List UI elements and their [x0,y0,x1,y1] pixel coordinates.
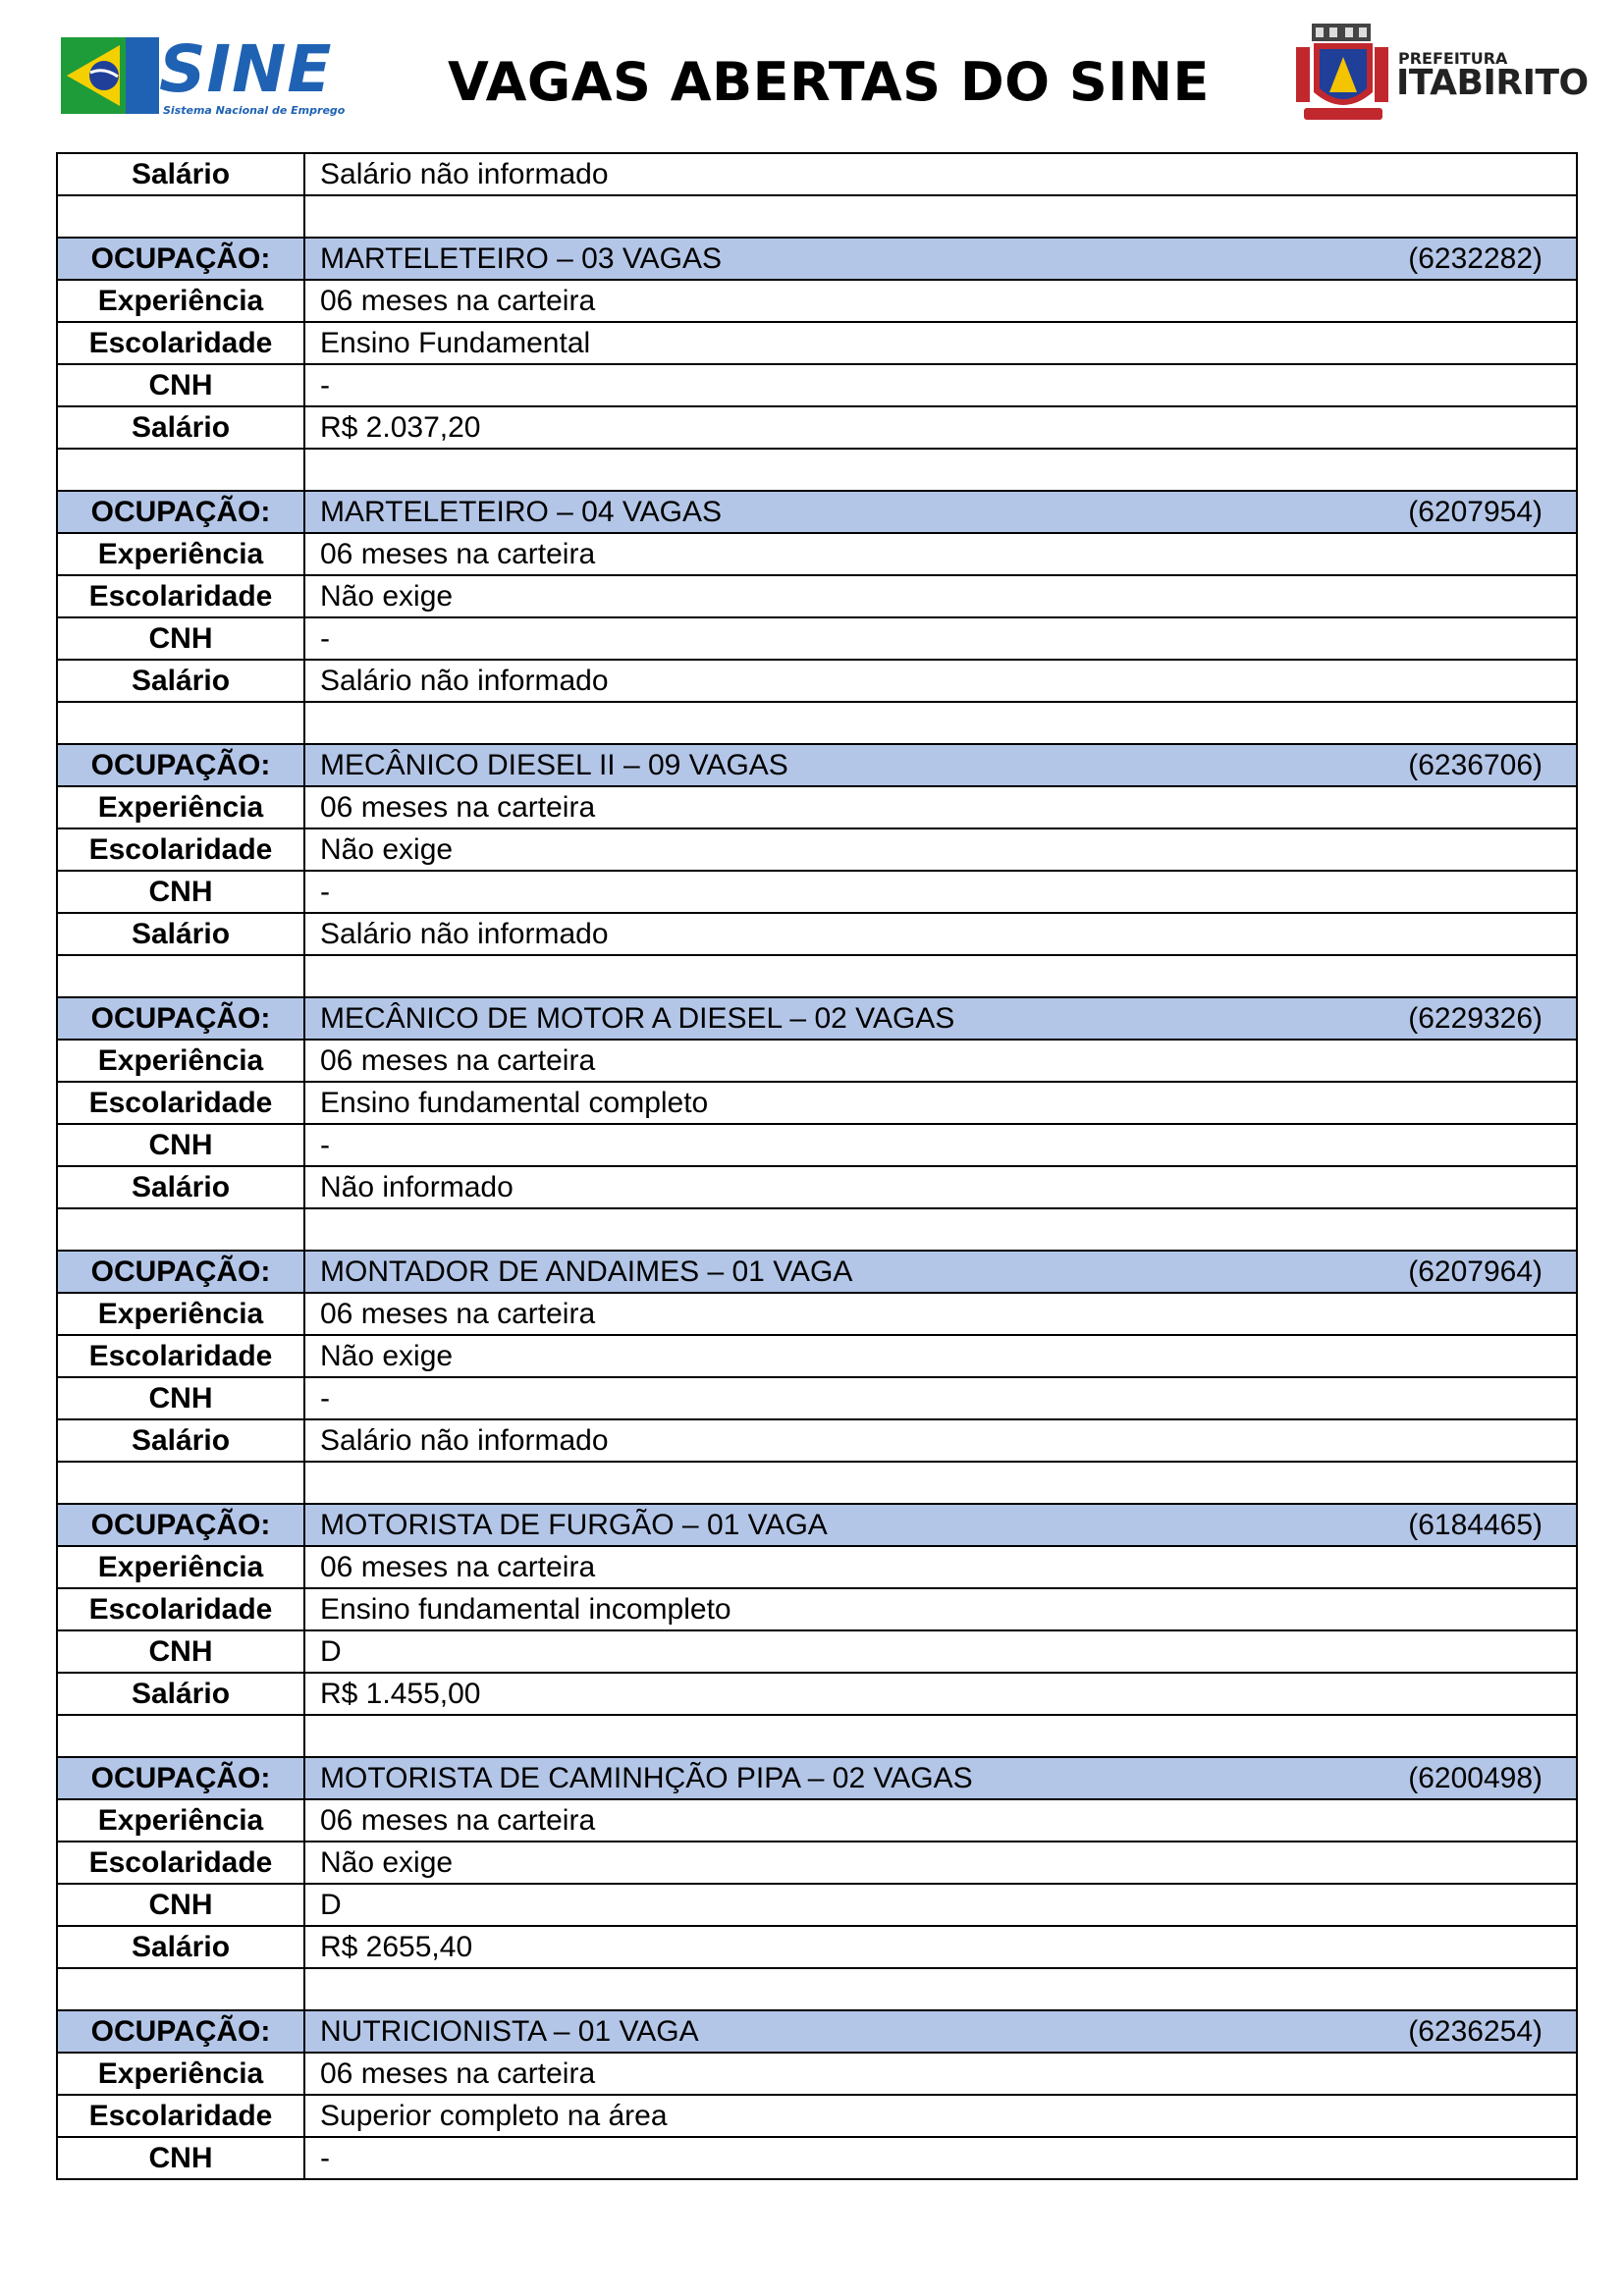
experience-value: 06 meses na carteira [304,1799,1577,1842]
spacer-cell [57,1208,304,1251]
license-label: CNH [57,364,304,406]
license-label: CNH [57,1124,304,1166]
occupation-cell [304,744,1577,786]
salary-row [57,1166,1577,1208]
education-row [57,575,1577,617]
license-value: - [304,617,1577,660]
experience-value: 06 meses na carteira [304,533,1577,575]
salary-value: Salário não informado [304,1419,1577,1462]
occupation-content [320,748,1576,781]
license-row [57,617,1577,660]
salary-value: Salário não informado [304,913,1577,955]
occupation-row [57,238,1577,280]
occupation-title: NUTRICIONISTA – 01 VAGA [320,2014,699,2048]
spacer-cell [304,955,1577,997]
occupation-title: MECÂNICO DE MOTOR A DIESEL – 02 VAGAS [320,1001,955,1035]
salary-label: Salário [57,1926,304,1968]
experience-label: Experiência [57,1799,304,1842]
education-label: Escolaridade [57,828,304,871]
salary-row [57,153,1577,195]
spacer-cell [304,1968,1577,2010]
occupation-label: OCUPAÇÃO: [57,744,304,786]
experience-label: Experiência [57,280,304,322]
education-value: Não exige [304,828,1577,871]
experience-label: Experiência [57,1293,304,1335]
education-value: Não exige [304,575,1577,617]
education-label: Escolaridade [57,1082,304,1124]
license-label: CNH [57,1884,304,1926]
education-value: Não exige [304,1842,1577,1884]
occupation-content [320,495,1576,528]
license-row [57,1884,1577,1926]
education-row [57,1588,1577,1630]
spacer-cell [304,1462,1577,1504]
job-table [56,152,1578,2180]
occupation-label: OCUPAÇÃO: [57,1251,304,1293]
prefeitura-label: PREFEITURA [1398,49,1508,68]
education-label: Escolaridade [57,1842,304,1884]
salary-value: Salário não informado [304,153,1577,195]
occupation-row [57,997,1577,1040]
salary-label: Salário [57,1419,304,1462]
license-row [57,364,1577,406]
education-label: Escolaridade [57,575,304,617]
occupation-content [320,1001,1576,1035]
sine-flag-icon [61,37,159,114]
occupation-content [320,2014,1576,2048]
occupation-code: (6229326) [1408,1001,1543,1035]
education-label: Escolaridade [57,1588,304,1630]
city-name: ITABIRITO [1396,63,1589,103]
spacer-row [57,955,1577,997]
occupation-content [320,241,1576,275]
occupation-row [57,1504,1577,1546]
occupation-code: (6236254) [1408,2014,1543,2048]
experience-value: 06 meses na carteira [304,1293,1577,1335]
occupation-label: OCUPAÇÃO: [57,491,304,533]
spacer-cell [57,449,304,491]
prefeitura-logo [1294,24,1589,126]
education-value: Ensino fundamental incompleto [304,1588,1577,1630]
spacer-cell [304,449,1577,491]
spacer-cell [304,702,1577,744]
salary-row [57,660,1577,702]
experience-row [57,1799,1577,1842]
experience-row [57,1040,1577,1082]
occupation-cell [304,997,1577,1040]
occupation-content [320,1257,1576,1287]
sine-logo-text: SINE [159,31,333,107]
spacer-cell [304,1715,1577,1757]
spacer-row [57,1715,1577,1757]
spacer-cell [304,1208,1577,1251]
education-value: Ensino fundamental completo [304,1082,1577,1124]
education-value: Ensino Fundamental [304,322,1577,364]
experience-row [57,1546,1577,1588]
license-label: CNH [57,1630,304,1673]
salary-value: Salário não informado [304,660,1577,702]
experience-value: 06 meses na carteira [304,1040,1577,1082]
license-value: - [304,1377,1577,1419]
experience-row [57,280,1577,322]
license-row [57,1630,1577,1673]
occupation-label: OCUPAÇÃO: [57,2010,304,2053]
license-row [57,1377,1577,1419]
experience-row [57,533,1577,575]
education-label: Escolaridade [57,322,304,364]
occupation-code: (6232282) [1408,241,1543,275]
occupation-code: (6184465) [1408,1508,1543,1541]
occupation-label: OCUPAÇÃO: [57,997,304,1040]
occupation-label: OCUPAÇÃO: [57,1504,304,1546]
license-label: CNH [57,617,304,660]
salary-row [57,1673,1577,1715]
experience-row [57,2053,1577,2095]
spacer-cell [57,195,304,238]
spacer-cell [57,1968,304,2010]
license-value: - [304,871,1577,913]
license-label: CNH [57,871,304,913]
license-row [57,871,1577,913]
salary-value: R$ 2.037,20 [304,406,1577,449]
occupation-title: MARTELETEIRO – 03 VAGAS [320,241,723,275]
spacer-row [57,449,1577,491]
occupation-row [57,2010,1577,2053]
license-value: - [304,1124,1577,1166]
occupation-title: MOTORISTA DE FURGÃO – 01 VAGA [320,1508,828,1541]
salary-value: R$ 2655,40 [304,1926,1577,1968]
salary-value: R$ 1.455,00 [304,1673,1577,1715]
education-row [57,2095,1577,2137]
experience-value: 06 meses na carteira [304,2053,1577,2095]
salary-value: Não informado [304,1166,1577,1208]
education-value: Não exige [304,1335,1577,1377]
occupation-label: OCUPAÇÃO: [57,238,304,280]
license-value: D [304,1630,1577,1673]
page-title: VAGAS ABERTAS DO SINE [448,51,1210,113]
license-value: - [304,2137,1577,2179]
license-value: D [304,1884,1577,1926]
experience-value: 06 meses na carteira [304,280,1577,322]
education-row [57,828,1577,871]
experience-label: Experiência [57,1546,304,1588]
occupation-title: MONTADOR DE ANDAIMES – 01 VAGA [320,1255,853,1288]
spacer-row [57,702,1577,744]
occupation-label: OCUPAÇÃO: [57,1757,304,1799]
experience-label: Experiência [57,1040,304,1082]
salary-row [57,1926,1577,1968]
education-row [57,1335,1577,1377]
spacer-cell [304,195,1577,238]
occupation-title: MECÂNICO DIESEL II – 09 VAGAS [320,748,788,781]
experience-label: Experiência [57,533,304,575]
occupation-code: (6236706) [1408,748,1543,781]
education-label: Escolaridade [57,2095,304,2137]
occupation-cell [304,1504,1577,1546]
sine-logo [61,33,346,122]
occupation-cell [304,1757,1577,1799]
city-crest-icon [1294,24,1392,126]
occupation-row [57,1757,1577,1799]
experience-value: 06 meses na carteira [304,786,1577,828]
salary-row [57,406,1577,449]
spacer-cell [57,1715,304,1757]
experience-label: Experiência [57,786,304,828]
salary-label: Salário [57,1673,304,1715]
occupation-row [57,1251,1577,1293]
occupation-content [320,1761,1576,1794]
spacer-cell [57,1462,304,1504]
education-row [57,322,1577,364]
occupation-row [57,491,1577,533]
salary-row [57,913,1577,955]
license-value: - [304,364,1577,406]
sine-logo-subtitle: Sistema Nacional de Emprego [163,104,346,117]
salary-label: Salário [57,153,304,195]
occupation-cell [304,238,1577,280]
salary-label: Salário [57,913,304,955]
spacer-cell [57,702,304,744]
spacer-row [57,1968,1577,2010]
license-row [57,2137,1577,2179]
license-label: CNH [57,1377,304,1419]
spacer-row [57,195,1577,238]
occupation-title: MARTELETEIRO – 04 VAGAS [320,495,723,528]
occupation-title: MOTORISTA DE CAMINHÇÃO PIPA – 02 VAGAS [320,1761,973,1794]
experience-row [57,1293,1577,1335]
license-row [57,1124,1577,1166]
occupation-content [320,1508,1576,1541]
occupation-code: (6207964) [1408,1255,1543,1288]
occupation-cell [304,2010,1577,2053]
salary-label: Salário [57,660,304,702]
salary-label: Salário [57,406,304,449]
occupation-code: (6207954) [1408,495,1543,528]
salary-label: Salário [57,1166,304,1208]
occupation-code: (6200498) [1408,1761,1543,1794]
page-header [0,0,1624,147]
occupation-cell [304,1251,1577,1293]
spacer-row [57,1208,1577,1251]
experience-row [57,786,1577,828]
experience-value: 06 meses na carteira [304,1546,1577,1588]
occupation-row [57,744,1577,786]
education-label: Escolaridade [57,1335,304,1377]
occupation-cell [304,491,1577,533]
spacer-row [57,1462,1577,1504]
experience-label: Experiência [57,2053,304,2095]
education-value: Superior completo na área [304,2095,1577,2137]
spacer-cell [57,955,304,997]
education-row [57,1082,1577,1124]
education-row [57,1842,1577,1884]
license-label: CNH [57,2137,304,2179]
salary-row [57,1419,1577,1462]
